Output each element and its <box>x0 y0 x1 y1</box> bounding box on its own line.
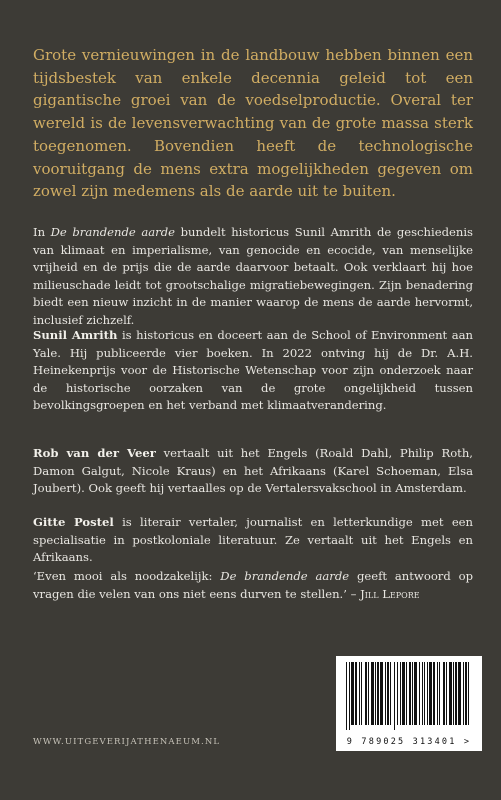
barcode-bar <box>377 662 379 725</box>
barcode-bar <box>429 662 432 725</box>
barcode-bar <box>397 662 398 725</box>
isbn-barcode <box>336 656 482 751</box>
barcode-bar <box>439 662 440 725</box>
barcode-bar <box>368 662 369 725</box>
author-name: Sunil Amrith <box>33 328 118 342</box>
translator-bio-2 <box>33 514 473 567</box>
book-description <box>33 224 473 330</box>
barcode-bar <box>419 662 420 725</box>
barcode-bar <box>424 662 425 725</box>
barcode-bar <box>437 662 438 725</box>
barcode-bar <box>433 662 435 725</box>
barcode-bar <box>355 662 357 725</box>
author-bio <box>33 327 473 415</box>
barcode-bar <box>443 662 445 725</box>
book-title-italic: De brandende aarde <box>50 225 176 239</box>
quote-author: Jill Lepore <box>360 586 420 601</box>
intro-blurb: Grote vernieuwingen in de landbouw hebben binnen een tijdsbestek van enkele decennia geleid tot een gigantische groei van de voedselproductie. Overal ter wereld is de levensverwachting van de grote massa sterk toegenomen. Bovendien heeft de technologische vooruitgang de mens extra mogelijkheden gegeven om zowel zijn medemens als de aarde uit te buiten. <box>33 46 473 201</box>
barcode-bar <box>402 662 405 725</box>
translator-name-2: Gitte Postel <box>33 515 114 529</box>
barcode-bar <box>463 662 464 725</box>
translator-bio-1 <box>33 445 473 498</box>
barcode-bar <box>375 662 376 725</box>
review-quote <box>33 568 473 603</box>
barcode-bar <box>371 662 374 725</box>
barcode-bar <box>349 662 350 730</box>
barcode-bar <box>427 662 428 725</box>
barcode-bar <box>346 662 347 730</box>
barcode-bar <box>390 662 391 725</box>
isbn-number: 9 789025 313401 > <box>346 737 472 747</box>
barcode-bar <box>394 662 395 730</box>
barcode-bar <box>351 662 354 725</box>
description-lead: In <box>33 225 51 239</box>
barcode-bar <box>455 662 457 725</box>
barcode-bar <box>422 662 423 725</box>
quote-rest: geeft antwoord op vragen die velen van ons niet eens durven te stellen.’ – <box>33 569 473 601</box>
barcode-bar <box>400 662 401 725</box>
description-rest: bundelt historicus Sunil Amrith de geschiedenis van klimaat en imperialisme, van genocide en ecocide, van menselijke vrijheid en de prijs die de aarde daarvoor betaalt. Ook verklaart hij hoe milieuschade leidt tot grootschalige migratiebewegingen. Zijn benadering biedt een nieuw inzicht in de manier waarop de mens de aarde hervormt, inclusief zichzelf. <box>33 225 473 327</box>
barcode-bars <box>336 656 482 736</box>
barcode-bar <box>446 662 447 725</box>
barcode-bar <box>380 662 383 725</box>
quote-lead: ‘Even mooi als noodzakelijk: <box>33 569 221 583</box>
barcode-bar <box>365 662 367 725</box>
barcode-bar <box>414 662 417 725</box>
translator-bio-text-2: is literair vertaler, journalist en letterkundige met een specialisatie in postkoloniale literatuur. Ze vertaalt uit het Engels en Afrikaans. <box>33 515 474 565</box>
barcode-bar <box>412 662 413 725</box>
author-bio-text: is historicus en doceert aan de School of Environment aan Yale. Hij publiceerde vier boeken. In 2022 ontving hij de Dr. A.H. Heinekenprijs voor de Historische Wetenschap voor zijn onderzoek naar de historische oorzaken van de grote ongelijkheid tussen bevolkingsgroepen en het verband met klimaatverandering. <box>33 328 473 413</box>
barcode-bar <box>449 662 452 725</box>
barcode-bar <box>458 662 461 725</box>
barcode-bar <box>406 662 407 725</box>
quote-book-title: De brandende aarde <box>220 569 350 583</box>
barcode-bar <box>385 662 386 725</box>
barcode-bar <box>387 662 389 725</box>
barcode-bar <box>359 662 360 725</box>
translator-name-1: Rob van der Veer <box>33 446 156 460</box>
barcode-bar <box>361 662 362 725</box>
barcode-bar <box>465 662 467 725</box>
translator-bio-text-1: vertaalt uit het Engels (Roald Dahl, Philip Roth, Damon Galgut, Nicole Kraus) en het Afrikaans (Karel Schoeman, Elsa Joubert). Ook geeft hij vertaalles op de Vertalersvakschool in Amsterdam. <box>33 446 473 496</box>
publisher-url: WWW.UITGEVERIJATHENAEUM.NL <box>33 737 221 747</box>
barcode-bar <box>468 662 469 725</box>
barcode-bar <box>409 662 411 725</box>
barcode-bar <box>453 662 454 725</box>
